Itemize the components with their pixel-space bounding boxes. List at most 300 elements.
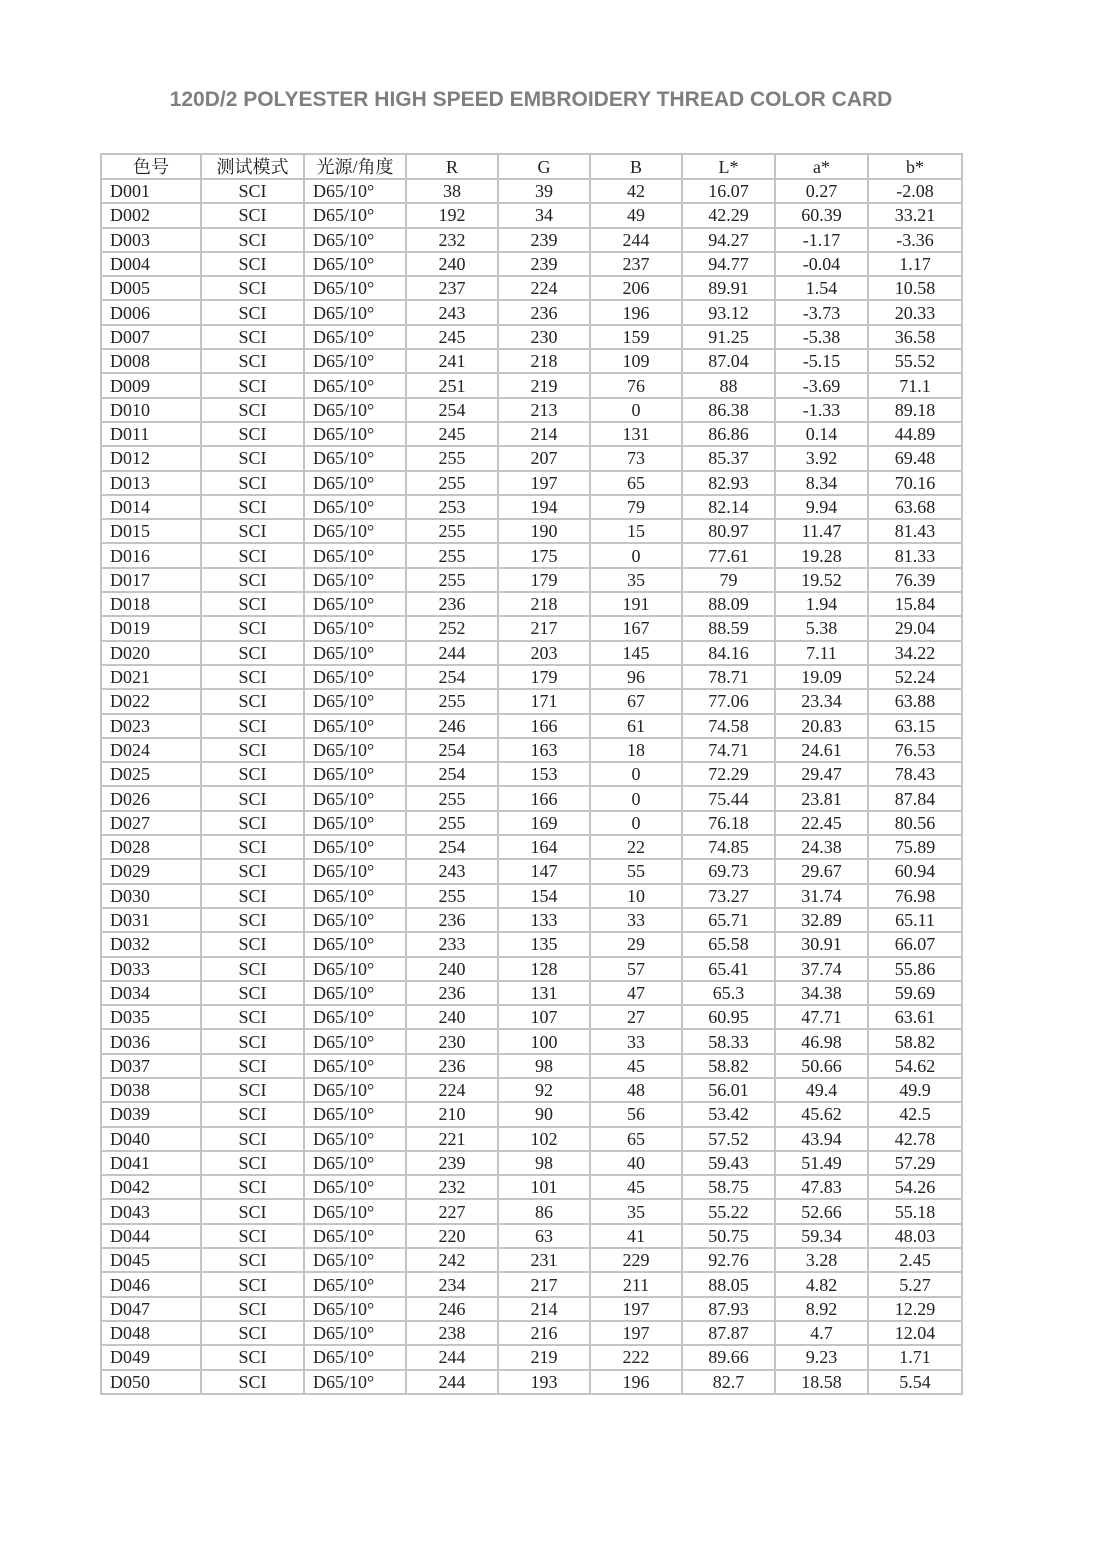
cell-a-star: 11.47	[775, 519, 868, 543]
cell-test-mode: SCI	[201, 495, 304, 519]
cell-b-star: 48.03	[868, 1224, 962, 1248]
cell-a-star: 4.82	[775, 1272, 868, 1296]
cell-test-mode: SCI	[201, 665, 304, 689]
cell-b: 0	[590, 543, 682, 567]
table-row	[101, 1248, 962, 1272]
cell-g: 214	[498, 422, 590, 446]
cell-b-star: 63.68	[868, 495, 962, 519]
cell-test-mode: SCI	[201, 519, 304, 543]
cell-a-star: 45.62	[775, 1102, 868, 1126]
cell-illuminant-angle: D65/10°	[304, 1345, 406, 1369]
cell-illuminant-angle: D65/10°	[304, 276, 406, 300]
cell-l-star: 65.58	[682, 932, 775, 956]
cell-b-star: 80.56	[868, 811, 962, 835]
cell-l-star: 42.29	[682, 203, 775, 227]
cell-g: 218	[498, 592, 590, 616]
cell-illuminant-angle: D65/10°	[304, 592, 406, 616]
cell-test-mode: SCI	[201, 641, 304, 665]
table-row	[101, 1224, 962, 1248]
cell-b: 0	[590, 762, 682, 786]
cell-test-mode: SCI	[201, 1078, 304, 1102]
table-row	[101, 422, 962, 446]
cell-b: 65	[590, 471, 682, 495]
table-row	[101, 714, 962, 738]
cell-a-star: 19.52	[775, 568, 868, 592]
table-row	[101, 325, 962, 349]
cell-b-star: 44.89	[868, 422, 962, 446]
cell-l-star: 89.91	[682, 276, 775, 300]
cell-illuminant-angle: D65/10°	[304, 762, 406, 786]
cell-g: 175	[498, 543, 590, 567]
cell-a-star: 23.34	[775, 689, 868, 713]
cell-test-mode: SCI	[201, 714, 304, 738]
cell-a-star: 18.58	[775, 1370, 868, 1394]
cell-a-star: 20.83	[775, 714, 868, 738]
cell-illuminant-angle: D65/10°	[304, 1370, 406, 1394]
cell-l-star: 88.09	[682, 592, 775, 616]
cell-color-code: D011	[101, 422, 201, 446]
cell-a-star: 9.23	[775, 1345, 868, 1369]
cell-color-code: D025	[101, 762, 201, 786]
cell-test-mode: SCI	[201, 835, 304, 859]
cell-r: 245	[406, 422, 498, 446]
cell-color-code: D040	[101, 1127, 201, 1151]
cell-color-code: D002	[101, 203, 201, 227]
cell-r: 236	[406, 908, 498, 932]
cell-a-star: 52.66	[775, 1199, 868, 1223]
table-row	[101, 665, 962, 689]
cell-b: 0	[590, 786, 682, 810]
cell-b-star: 89.18	[868, 398, 962, 422]
cell-r: 236	[406, 592, 498, 616]
cell-l-star: 55.22	[682, 1199, 775, 1223]
cell-test-mode: SCI	[201, 811, 304, 835]
cell-illuminant-angle: D65/10°	[304, 1127, 406, 1151]
cell-a-star: -1.33	[775, 398, 868, 422]
cell-b-star: 71.1	[868, 373, 962, 397]
cell-illuminant-angle: D65/10°	[304, 1272, 406, 1296]
cell-b: 167	[590, 616, 682, 640]
cell-color-code: D033	[101, 957, 201, 981]
table-row	[101, 276, 962, 300]
cell-r: 240	[406, 252, 498, 276]
cell-color-code: D003	[101, 228, 201, 252]
cell-color-code: D048	[101, 1321, 201, 1345]
table-row	[101, 835, 962, 859]
table-row	[101, 1321, 962, 1345]
cell-a-star: -0.04	[775, 252, 868, 276]
cell-l-star: 74.58	[682, 714, 775, 738]
cell-g: 217	[498, 616, 590, 640]
cell-illuminant-angle: D65/10°	[304, 957, 406, 981]
cell-b: 0	[590, 811, 682, 835]
table-row	[101, 446, 962, 470]
cell-b: 206	[590, 276, 682, 300]
cell-l-star: 78.71	[682, 665, 775, 689]
cell-l-star: 93.12	[682, 300, 775, 324]
cell-b: 197	[590, 1321, 682, 1345]
cell-a-star: 43.94	[775, 1127, 868, 1151]
cell-l-star: 57.52	[682, 1127, 775, 1151]
cell-g: 147	[498, 859, 590, 883]
cell-test-mode: SCI	[201, 1321, 304, 1345]
cell-b-star: 57.29	[868, 1151, 962, 1175]
cell-l-star: 88.59	[682, 616, 775, 640]
header-l-star: L*	[682, 154, 775, 179]
cell-color-code: D026	[101, 786, 201, 810]
cell-a-star: 46.98	[775, 1029, 868, 1053]
cell-g: 163	[498, 738, 590, 762]
table-row	[101, 981, 962, 1005]
cell-b-star: 76.39	[868, 568, 962, 592]
cell-illuminant-angle: D65/10°	[304, 786, 406, 810]
cell-test-mode: SCI	[201, 1054, 304, 1078]
cell-r: 220	[406, 1224, 498, 1248]
cell-b: 22	[590, 835, 682, 859]
cell-r: 255	[406, 811, 498, 835]
color-card-table	[100, 153, 963, 1395]
cell-b: 197	[590, 1297, 682, 1321]
cell-l-star: 56.01	[682, 1078, 775, 1102]
cell-l-star: 86.86	[682, 422, 775, 446]
cell-color-code: D013	[101, 471, 201, 495]
cell-b-star: 54.62	[868, 1054, 962, 1078]
cell-a-star: 1.94	[775, 592, 868, 616]
table-row	[101, 373, 962, 397]
cell-r: 254	[406, 835, 498, 859]
cell-a-star: 47.71	[775, 1005, 868, 1029]
cell-color-code: D016	[101, 543, 201, 567]
cell-color-code: D042	[101, 1175, 201, 1199]
cell-b-star: 15.84	[868, 592, 962, 616]
table-row	[101, 1127, 962, 1151]
cell-color-code: D037	[101, 1054, 201, 1078]
cell-b-star: 75.89	[868, 835, 962, 859]
cell-color-code: D032	[101, 932, 201, 956]
cell-test-mode: SCI	[201, 1151, 304, 1175]
cell-test-mode: SCI	[201, 1005, 304, 1029]
cell-b: 191	[590, 592, 682, 616]
cell-l-star: 82.7	[682, 1370, 775, 1394]
table-row	[101, 811, 962, 835]
cell-a-star: 8.34	[775, 471, 868, 495]
cell-r: 246	[406, 714, 498, 738]
table-row	[101, 641, 962, 665]
cell-b: 0	[590, 398, 682, 422]
cell-test-mode: SCI	[201, 957, 304, 981]
cell-l-star: 84.16	[682, 641, 775, 665]
cell-illuminant-angle: D65/10°	[304, 1078, 406, 1102]
cell-r: 192	[406, 203, 498, 227]
cell-r: 236	[406, 981, 498, 1005]
cell-b-star: 33.21	[868, 203, 962, 227]
cell-color-code: D012	[101, 446, 201, 470]
cell-test-mode: SCI	[201, 1029, 304, 1053]
cell-b-star: 10.58	[868, 276, 962, 300]
cell-g: 190	[498, 519, 590, 543]
cell-a-star: 29.47	[775, 762, 868, 786]
cell-l-star: 59.43	[682, 1151, 775, 1175]
table-row	[101, 1199, 962, 1223]
cell-g: 213	[498, 398, 590, 422]
cell-b-star: 55.86	[868, 957, 962, 981]
cell-g: 128	[498, 957, 590, 981]
cell-illuminant-angle: D65/10°	[304, 519, 406, 543]
cell-illuminant-angle: D65/10°	[304, 300, 406, 324]
cell-l-star: 16.07	[682, 179, 775, 203]
cell-test-mode: SCI	[201, 1370, 304, 1394]
cell-test-mode: SCI	[201, 179, 304, 203]
table-row	[101, 1054, 962, 1078]
cell-g: 216	[498, 1321, 590, 1345]
cell-illuminant-angle: D65/10°	[304, 932, 406, 956]
cell-l-star: 72.29	[682, 762, 775, 786]
cell-a-star: 7.11	[775, 641, 868, 665]
cell-b-star: -2.08	[868, 179, 962, 203]
cell-b-star: 63.88	[868, 689, 962, 713]
header-g: G	[498, 154, 590, 179]
cell-b-star: 1.71	[868, 1345, 962, 1369]
cell-b-star: 42.5	[868, 1102, 962, 1126]
cell-l-star: 69.73	[682, 859, 775, 883]
table-row	[101, 568, 962, 592]
cell-l-star: 94.77	[682, 252, 775, 276]
cell-test-mode: SCI	[201, 689, 304, 713]
cell-g: 98	[498, 1151, 590, 1175]
cell-a-star: 19.09	[775, 665, 868, 689]
cell-r: 254	[406, 665, 498, 689]
cell-b-star: 55.18	[868, 1199, 962, 1223]
cell-b-star: 76.53	[868, 738, 962, 762]
cell-l-star: 79	[682, 568, 775, 592]
cell-b-star: 60.94	[868, 859, 962, 883]
cell-b-star: 20.33	[868, 300, 962, 324]
cell-b-star: 58.82	[868, 1029, 962, 1053]
cell-b-star: 76.98	[868, 884, 962, 908]
cell-illuminant-angle: D65/10°	[304, 1175, 406, 1199]
cell-illuminant-angle: D65/10°	[304, 349, 406, 373]
cell-g: 90	[498, 1102, 590, 1126]
cell-g: 164	[498, 835, 590, 859]
cell-b: 237	[590, 252, 682, 276]
cell-a-star: -3.73	[775, 300, 868, 324]
cell-illuminant-angle: D65/10°	[304, 1102, 406, 1126]
cell-test-mode: SCI	[201, 1272, 304, 1296]
table-row	[101, 1370, 962, 1394]
cell-r: 255	[406, 568, 498, 592]
cell-illuminant-angle: D65/10°	[304, 714, 406, 738]
cell-a-star: 49.4	[775, 1078, 868, 1102]
cell-a-star: 22.45	[775, 811, 868, 835]
table-row	[101, 884, 962, 908]
cell-r: 245	[406, 325, 498, 349]
cell-r: 238	[406, 1321, 498, 1345]
cell-a-star: 3.92	[775, 446, 868, 470]
cell-illuminant-angle: D65/10°	[304, 1199, 406, 1223]
cell-illuminant-angle: D65/10°	[304, 228, 406, 252]
table-row	[101, 1175, 962, 1199]
cell-g: 230	[498, 325, 590, 349]
cell-g: 219	[498, 373, 590, 397]
cell-l-star: 74.85	[682, 835, 775, 859]
cell-g: 179	[498, 665, 590, 689]
cell-b: 244	[590, 228, 682, 252]
cell-illuminant-angle: D65/10°	[304, 1005, 406, 1029]
cell-a-star: 4.7	[775, 1321, 868, 1345]
cell-color-code: D023	[101, 714, 201, 738]
cell-b-star: 5.27	[868, 1272, 962, 1296]
cell-b-star: 1.17	[868, 252, 962, 276]
cell-color-code: D049	[101, 1345, 201, 1369]
cell-test-mode: SCI	[201, 1224, 304, 1248]
cell-b: 15	[590, 519, 682, 543]
cell-a-star: 1.54	[775, 276, 868, 300]
cell-g: 166	[498, 714, 590, 738]
cell-color-code: D041	[101, 1151, 201, 1175]
cell-test-mode: SCI	[201, 373, 304, 397]
cell-color-code: D035	[101, 1005, 201, 1029]
cell-g: 92	[498, 1078, 590, 1102]
cell-a-star: 60.39	[775, 203, 868, 227]
cell-g: 193	[498, 1370, 590, 1394]
cell-r: 255	[406, 543, 498, 567]
cell-b-star: 42.78	[868, 1127, 962, 1151]
cell-g: 239	[498, 228, 590, 252]
cell-l-star: 87.93	[682, 1297, 775, 1321]
cell-l-star: 65.3	[682, 981, 775, 1005]
cell-b-star: 81.33	[868, 543, 962, 567]
cell-test-mode: SCI	[201, 981, 304, 1005]
cell-g: 154	[498, 884, 590, 908]
cell-a-star: 0.14	[775, 422, 868, 446]
cell-color-code: D014	[101, 495, 201, 519]
cell-illuminant-angle: D65/10°	[304, 616, 406, 640]
cell-test-mode: SCI	[201, 325, 304, 349]
cell-r: 236	[406, 1054, 498, 1078]
cell-l-star: 85.37	[682, 446, 775, 470]
cell-color-code: D018	[101, 592, 201, 616]
cell-illuminant-angle: D65/10°	[304, 179, 406, 203]
cell-illuminant-angle: D65/10°	[304, 835, 406, 859]
cell-color-code: D028	[101, 835, 201, 859]
cell-color-code: D036	[101, 1029, 201, 1053]
cell-g: 131	[498, 981, 590, 1005]
cell-test-mode: SCI	[201, 1248, 304, 1272]
cell-b: 33	[590, 908, 682, 932]
cell-illuminant-angle: D65/10°	[304, 422, 406, 446]
cell-test-mode: SCI	[201, 1175, 304, 1199]
cell-g: 63	[498, 1224, 590, 1248]
cell-illuminant-angle: D65/10°	[304, 1054, 406, 1078]
cell-a-star: 51.49	[775, 1151, 868, 1175]
cell-b: 40	[590, 1151, 682, 1175]
cell-b-star: 54.26	[868, 1175, 962, 1199]
cell-b-star: -3.36	[868, 228, 962, 252]
cell-a-star: 8.92	[775, 1297, 868, 1321]
table-row	[101, 252, 962, 276]
cell-r: 255	[406, 786, 498, 810]
cell-g: 194	[498, 495, 590, 519]
cell-b-star: 36.58	[868, 325, 962, 349]
table-row	[101, 398, 962, 422]
cell-color-code: D010	[101, 398, 201, 422]
cell-b: 45	[590, 1054, 682, 1078]
cell-l-star: 86.38	[682, 398, 775, 422]
cell-test-mode: SCI	[201, 762, 304, 786]
cell-b: 211	[590, 1272, 682, 1296]
table-row	[101, 1345, 962, 1369]
cell-b-star: 5.54	[868, 1370, 962, 1394]
cell-color-code: D044	[101, 1224, 201, 1248]
cell-b: 45	[590, 1175, 682, 1199]
cell-a-star: -5.15	[775, 349, 868, 373]
cell-a-star: 24.61	[775, 738, 868, 762]
cell-b: 73	[590, 446, 682, 470]
cell-l-star: 89.66	[682, 1345, 775, 1369]
header-test-mode: 测试模式	[201, 154, 304, 179]
cell-illuminant-angle: D65/10°	[304, 908, 406, 932]
cell-g: 231	[498, 1248, 590, 1272]
cell-b: 131	[590, 422, 682, 446]
table-row	[101, 1102, 962, 1126]
table-row	[101, 179, 962, 203]
cell-test-mode: SCI	[201, 616, 304, 640]
cell-illuminant-angle: D65/10°	[304, 325, 406, 349]
cell-r: 227	[406, 1199, 498, 1223]
cell-color-code: D007	[101, 325, 201, 349]
cell-b-star: 63.15	[868, 714, 962, 738]
cell-b-star: 29.04	[868, 616, 962, 640]
cell-a-star: 37.74	[775, 957, 868, 981]
cell-illuminant-angle: D65/10°	[304, 543, 406, 567]
cell-illuminant-angle: D65/10°	[304, 373, 406, 397]
cell-color-code: D024	[101, 738, 201, 762]
cell-color-code: D021	[101, 665, 201, 689]
cell-b: 55	[590, 859, 682, 883]
cell-r: 255	[406, 689, 498, 713]
table-row	[101, 738, 962, 762]
cell-g: 107	[498, 1005, 590, 1029]
cell-r: 244	[406, 1345, 498, 1369]
cell-color-code: D022	[101, 689, 201, 713]
cell-b: 79	[590, 495, 682, 519]
cell-g: 207	[498, 446, 590, 470]
table-row	[101, 592, 962, 616]
cell-b-star: 55.52	[868, 349, 962, 373]
cell-color-code: D045	[101, 1248, 201, 1272]
cell-b-star: 78.43	[868, 762, 962, 786]
cell-l-star: 74.71	[682, 738, 775, 762]
cell-illuminant-angle: D65/10°	[304, 446, 406, 470]
cell-r: 38	[406, 179, 498, 203]
header-b: B	[590, 154, 682, 179]
table-row	[101, 349, 962, 373]
cell-g: 169	[498, 811, 590, 835]
cell-color-code: D005	[101, 276, 201, 300]
cell-r: 243	[406, 300, 498, 324]
cell-b-star: 52.24	[868, 665, 962, 689]
table-row	[101, 1005, 962, 1029]
cell-a-star: 23.81	[775, 786, 868, 810]
cell-l-star: 50.75	[682, 1224, 775, 1248]
cell-test-mode: SCI	[201, 738, 304, 762]
cell-r: 240	[406, 1005, 498, 1029]
cell-l-star: 88.05	[682, 1272, 775, 1296]
cell-illuminant-angle: D65/10°	[304, 1224, 406, 1248]
cell-test-mode: SCI	[201, 1345, 304, 1369]
cell-a-star: -1.17	[775, 228, 868, 252]
cell-test-mode: SCI	[201, 568, 304, 592]
